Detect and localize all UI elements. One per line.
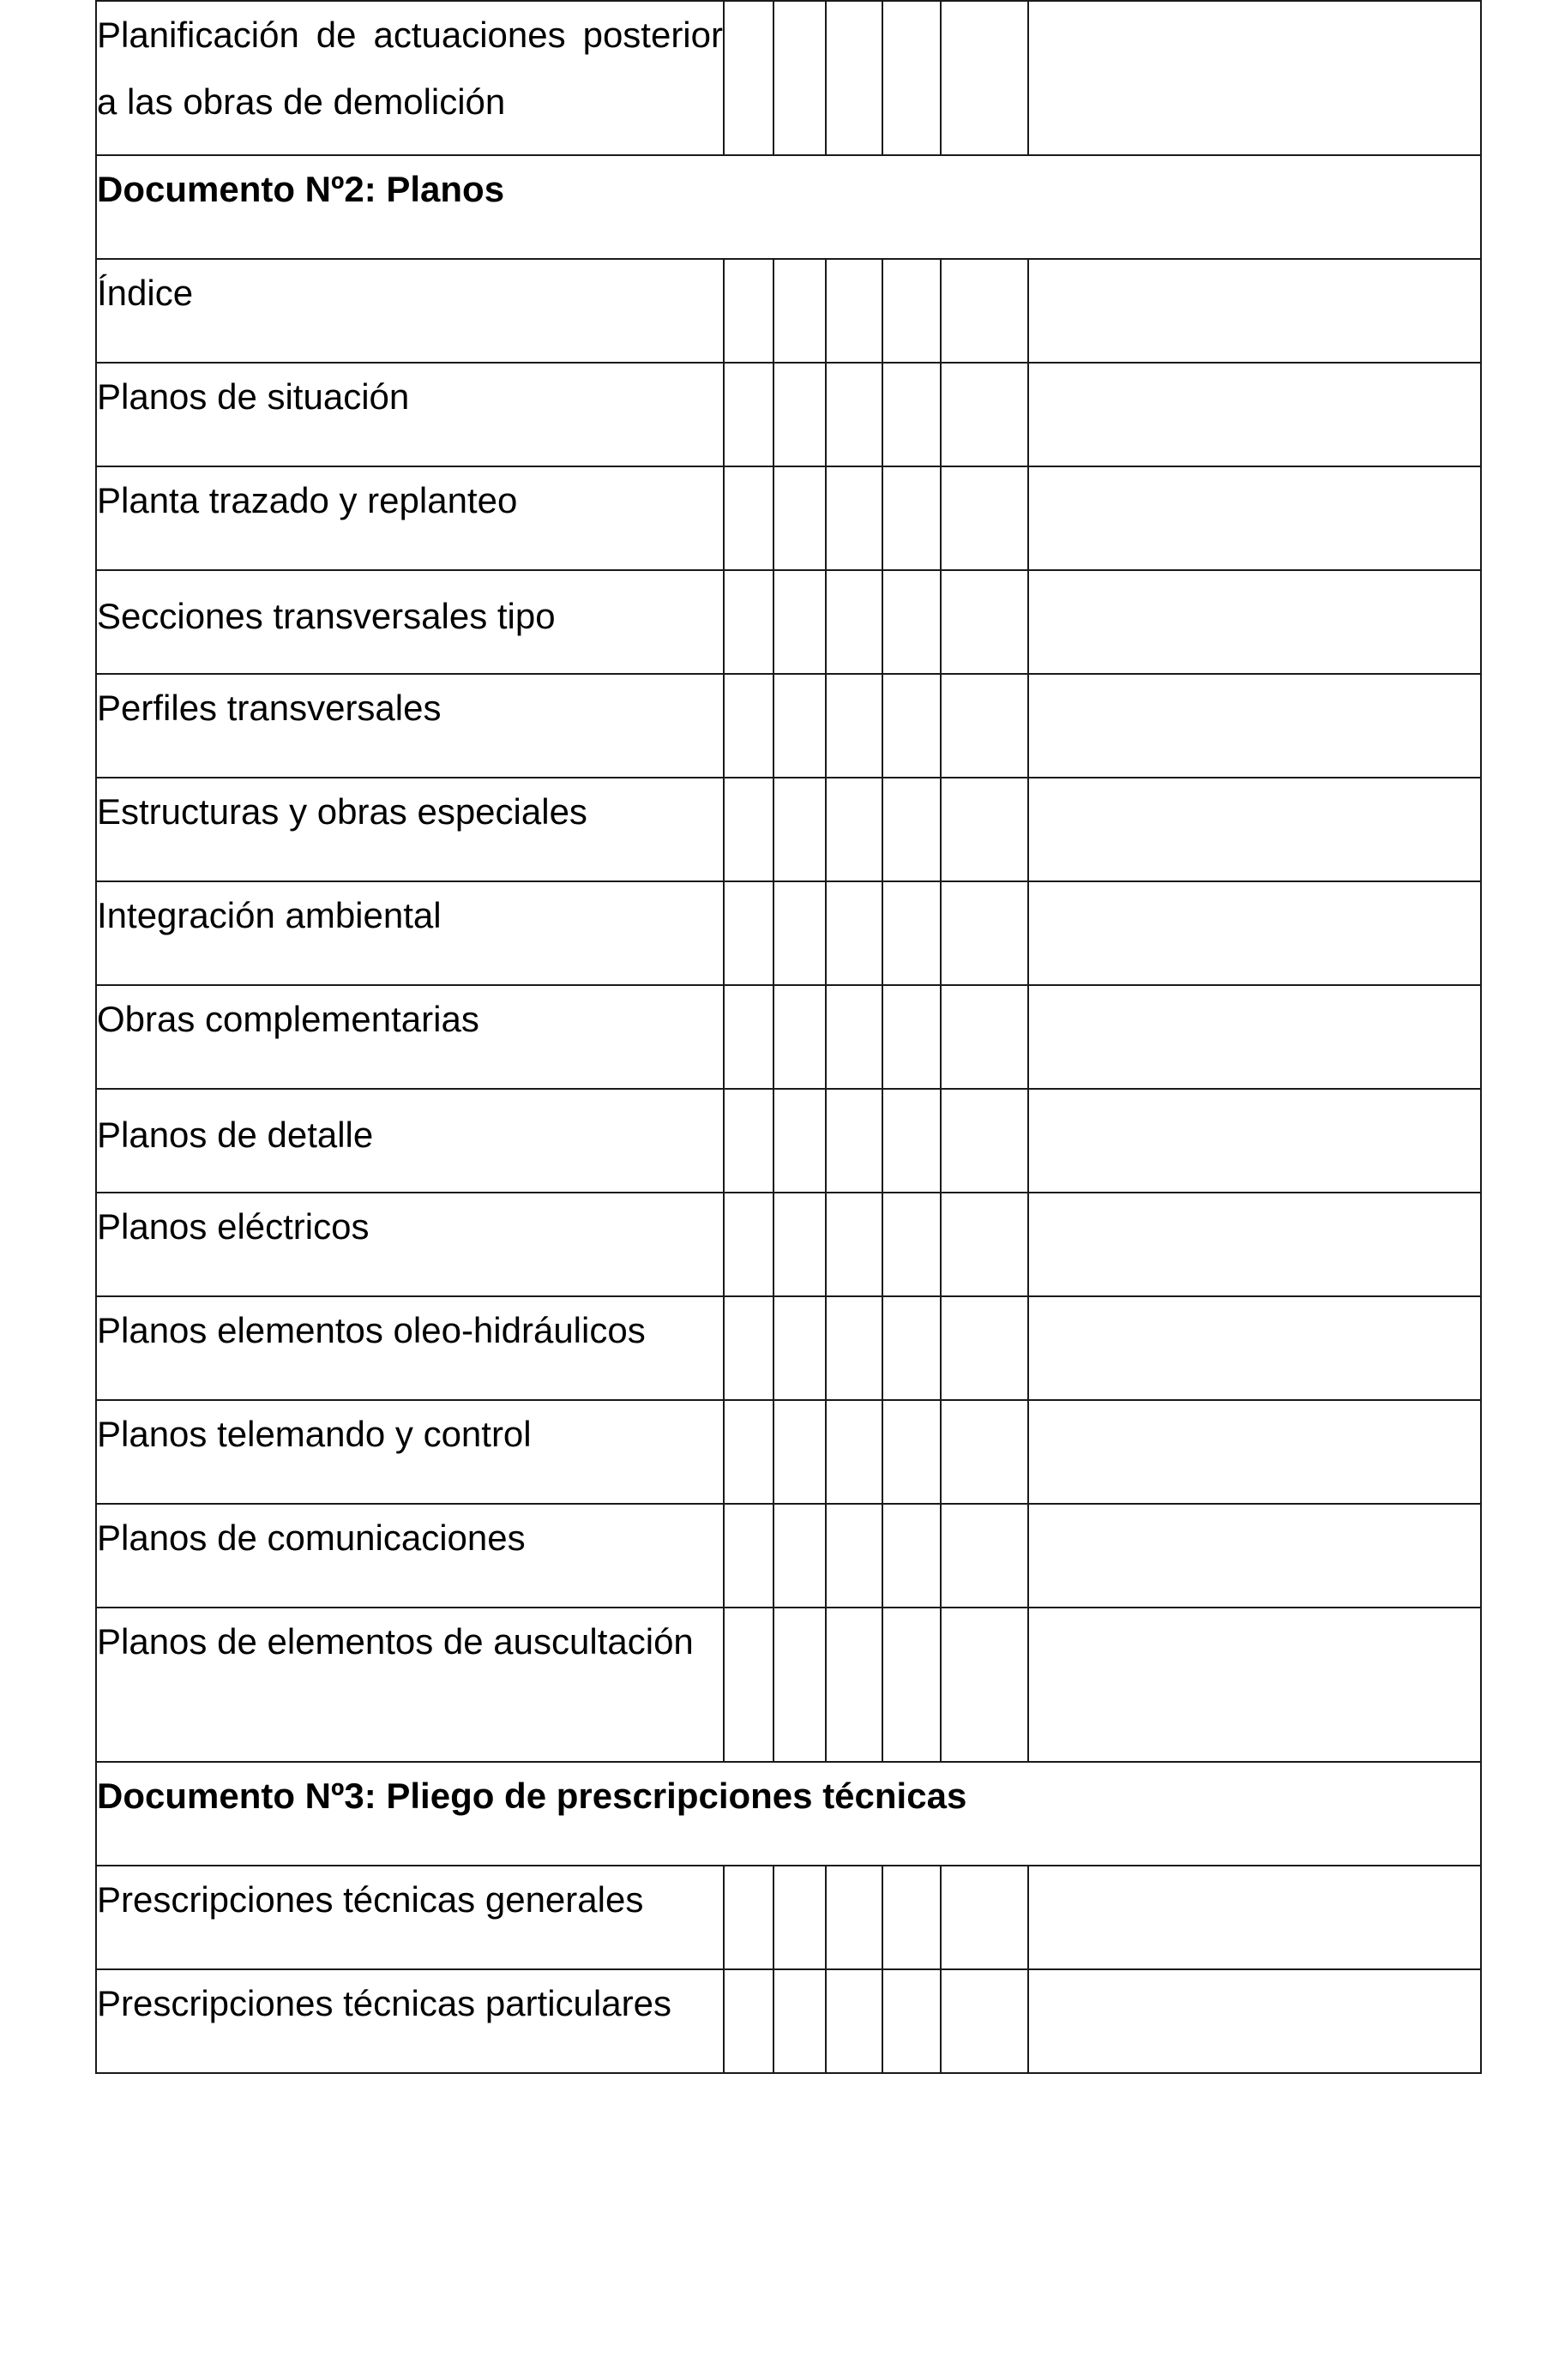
check-cell[interactable] [724,674,773,778]
check-cell[interactable] [773,1089,826,1193]
check-cell[interactable] [773,778,826,881]
remarks-cell[interactable] [1028,1296,1481,1400]
remarks-cell[interactable] [1028,674,1481,778]
remarks-cell[interactable] [1028,1089,1481,1193]
check-cell[interactable] [941,1296,1028,1400]
check-cell[interactable] [826,570,882,674]
check-cell[interactable] [773,1296,826,1400]
check-cell[interactable] [724,1296,773,1400]
item-label: Planos eléctricos [96,1193,724,1296]
check-cell[interactable] [826,1089,882,1193]
check-cell[interactable] [941,570,1028,674]
check-cell[interactable] [941,1400,1028,1504]
check-cell[interactable] [941,259,1028,363]
remarks-cell[interactable] [1028,363,1481,466]
check-cell[interactable] [826,363,882,466]
check-cell[interactable] [882,985,941,1089]
check-cell[interactable] [941,674,1028,778]
item-label: Obras complementarias [96,985,724,1089]
check-cell[interactable] [826,1608,882,1762]
check-cell[interactable] [882,1608,941,1762]
remarks-cell[interactable] [1028,881,1481,985]
check-cell[interactable] [882,570,941,674]
check-cell[interactable] [773,570,826,674]
check-cell[interactable] [941,1969,1028,2073]
remarks-cell[interactable] [1028,778,1481,881]
check-cell[interactable] [724,466,773,570]
check-cell[interactable] [724,1089,773,1193]
check-cell[interactable] [826,1193,882,1296]
check-cell[interactable] [826,881,882,985]
check-cell[interactable] [882,1969,941,2073]
remarks-cell[interactable] [1028,1866,1481,1969]
remarks-cell[interactable] [1028,466,1481,570]
remarks-cell[interactable] [1028,1,1481,155]
check-cell[interactable] [724,1,773,155]
check-cell[interactable] [724,1193,773,1296]
check-cell[interactable] [724,881,773,985]
table-row [96,1608,1481,1762]
table-row [96,1089,1481,1193]
table-row [96,570,1481,674]
item-label: Planificación de actuaciones posterior a las obras de demolición [96,1,724,155]
check-cell[interactable] [724,363,773,466]
remarks-cell[interactable] [1028,1608,1481,1762]
check-cell[interactable] [882,363,941,466]
check-cell[interactable] [882,259,941,363]
table-row [96,778,1481,881]
check-cell[interactable] [826,985,882,1089]
check-cell[interactable] [882,1089,941,1193]
check-cell[interactable] [773,363,826,466]
check-cell[interactable] [724,1504,773,1608]
item-label: Planos elementos oleo-hidráulicos [96,1296,724,1400]
check-cell[interactable] [773,674,826,778]
section-heading: Documento Nº3: Pliego de prescripciones técnicas [96,1762,1481,1866]
item-label: Índice [96,259,724,363]
item-label: Integración ambiental [96,881,724,985]
check-cell[interactable] [882,1,941,155]
check-cell[interactable] [826,466,882,570]
table-row [96,1400,1481,1504]
check-cell[interactable] [882,674,941,778]
item-label: Planos de elementos de auscultación [96,1608,724,1762]
check-cell[interactable] [941,1866,1028,1969]
check-cell[interactable] [826,1,882,155]
check-cell[interactable] [724,570,773,674]
check-cell[interactable] [773,1608,826,1762]
remarks-cell[interactable] [1028,1193,1481,1296]
table-row [96,466,1481,570]
remarks-cell[interactable] [1028,1969,1481,2073]
table-row [96,1866,1481,1969]
check-cell[interactable] [724,1969,773,2073]
check-cell[interactable] [826,1400,882,1504]
table-row [96,674,1481,778]
check-cell[interactable] [773,881,826,985]
check-cell[interactable] [882,881,941,985]
check-cell[interactable] [882,466,941,570]
item-label: Perfiles transversales [96,674,724,778]
section-heading: Documento Nº2: Planos [96,155,1481,259]
remarks-cell[interactable] [1028,1504,1481,1608]
item-label: Planos telemando y control [96,1400,724,1504]
check-cell[interactable] [941,881,1028,985]
check-cell[interactable] [826,1969,882,2073]
check-cell[interactable] [941,1089,1028,1193]
check-cell[interactable] [773,1969,826,2073]
section-row [96,155,1481,259]
check-cell[interactable] [773,1400,826,1504]
check-cell[interactable] [941,778,1028,881]
checklist-body [96,1,1481,2073]
check-cell[interactable] [724,1608,773,1762]
item-label: Prescripciones técnicas generales [96,1866,724,1969]
item-label: Secciones transversales tipo [96,570,724,674]
remarks-cell[interactable] [1028,1400,1481,1504]
table-row [96,1,1481,155]
item-label: Planos de situación [96,363,724,466]
check-cell[interactable] [724,985,773,1089]
check-cell[interactable] [826,1866,882,1969]
table-row [96,1969,1481,2073]
check-cell[interactable] [773,1866,826,1969]
check-cell[interactable] [941,1,1028,155]
document-checklist-table [95,0,1482,2074]
check-cell[interactable] [724,778,773,881]
item-label: Prescripciones técnicas particulares [96,1969,724,2073]
check-cell[interactable] [826,778,882,881]
check-cell[interactable] [826,1504,882,1608]
item-label: Planos de comunicaciones [96,1504,724,1608]
check-cell[interactable] [724,1400,773,1504]
check-cell[interactable] [882,778,941,881]
check-cell[interactable] [773,1,826,155]
check-cell[interactable] [882,1296,941,1400]
check-cell[interactable] [724,1866,773,1969]
check-cell[interactable] [941,466,1028,570]
remarks-cell[interactable] [1028,570,1481,674]
remarks-cell[interactable] [1028,259,1481,363]
check-cell[interactable] [882,1866,941,1969]
check-cell[interactable] [826,674,882,778]
check-cell[interactable] [724,259,773,363]
check-cell[interactable] [773,1504,826,1608]
check-cell[interactable] [941,1193,1028,1296]
item-label: Planta trazado y replanteo [96,466,724,570]
check-cell[interactable] [941,363,1028,466]
table-row [96,363,1481,466]
table-row [96,881,1481,985]
check-cell[interactable] [826,259,882,363]
table-row [96,259,1481,363]
check-cell[interactable] [773,259,826,363]
table-row [96,985,1481,1089]
item-label: Planos de detalle [96,1089,724,1193]
check-cell[interactable] [882,1504,941,1608]
check-cell[interactable] [941,985,1028,1089]
remarks-cell[interactable] [1028,985,1481,1089]
section-row [96,1762,1481,1866]
check-cell[interactable] [882,1193,941,1296]
check-cell[interactable] [773,985,826,1089]
check-cell[interactable] [826,1296,882,1400]
table-row [96,1504,1481,1608]
check-cell[interactable] [773,466,826,570]
table-row [96,1193,1481,1296]
table-row [96,1296,1481,1400]
check-cell[interactable] [882,1400,941,1504]
check-cell[interactable] [941,1504,1028,1608]
item-label: Estructuras y obras especiales [96,778,724,881]
check-cell[interactable] [773,1193,826,1296]
check-cell[interactable] [941,1608,1028,1762]
